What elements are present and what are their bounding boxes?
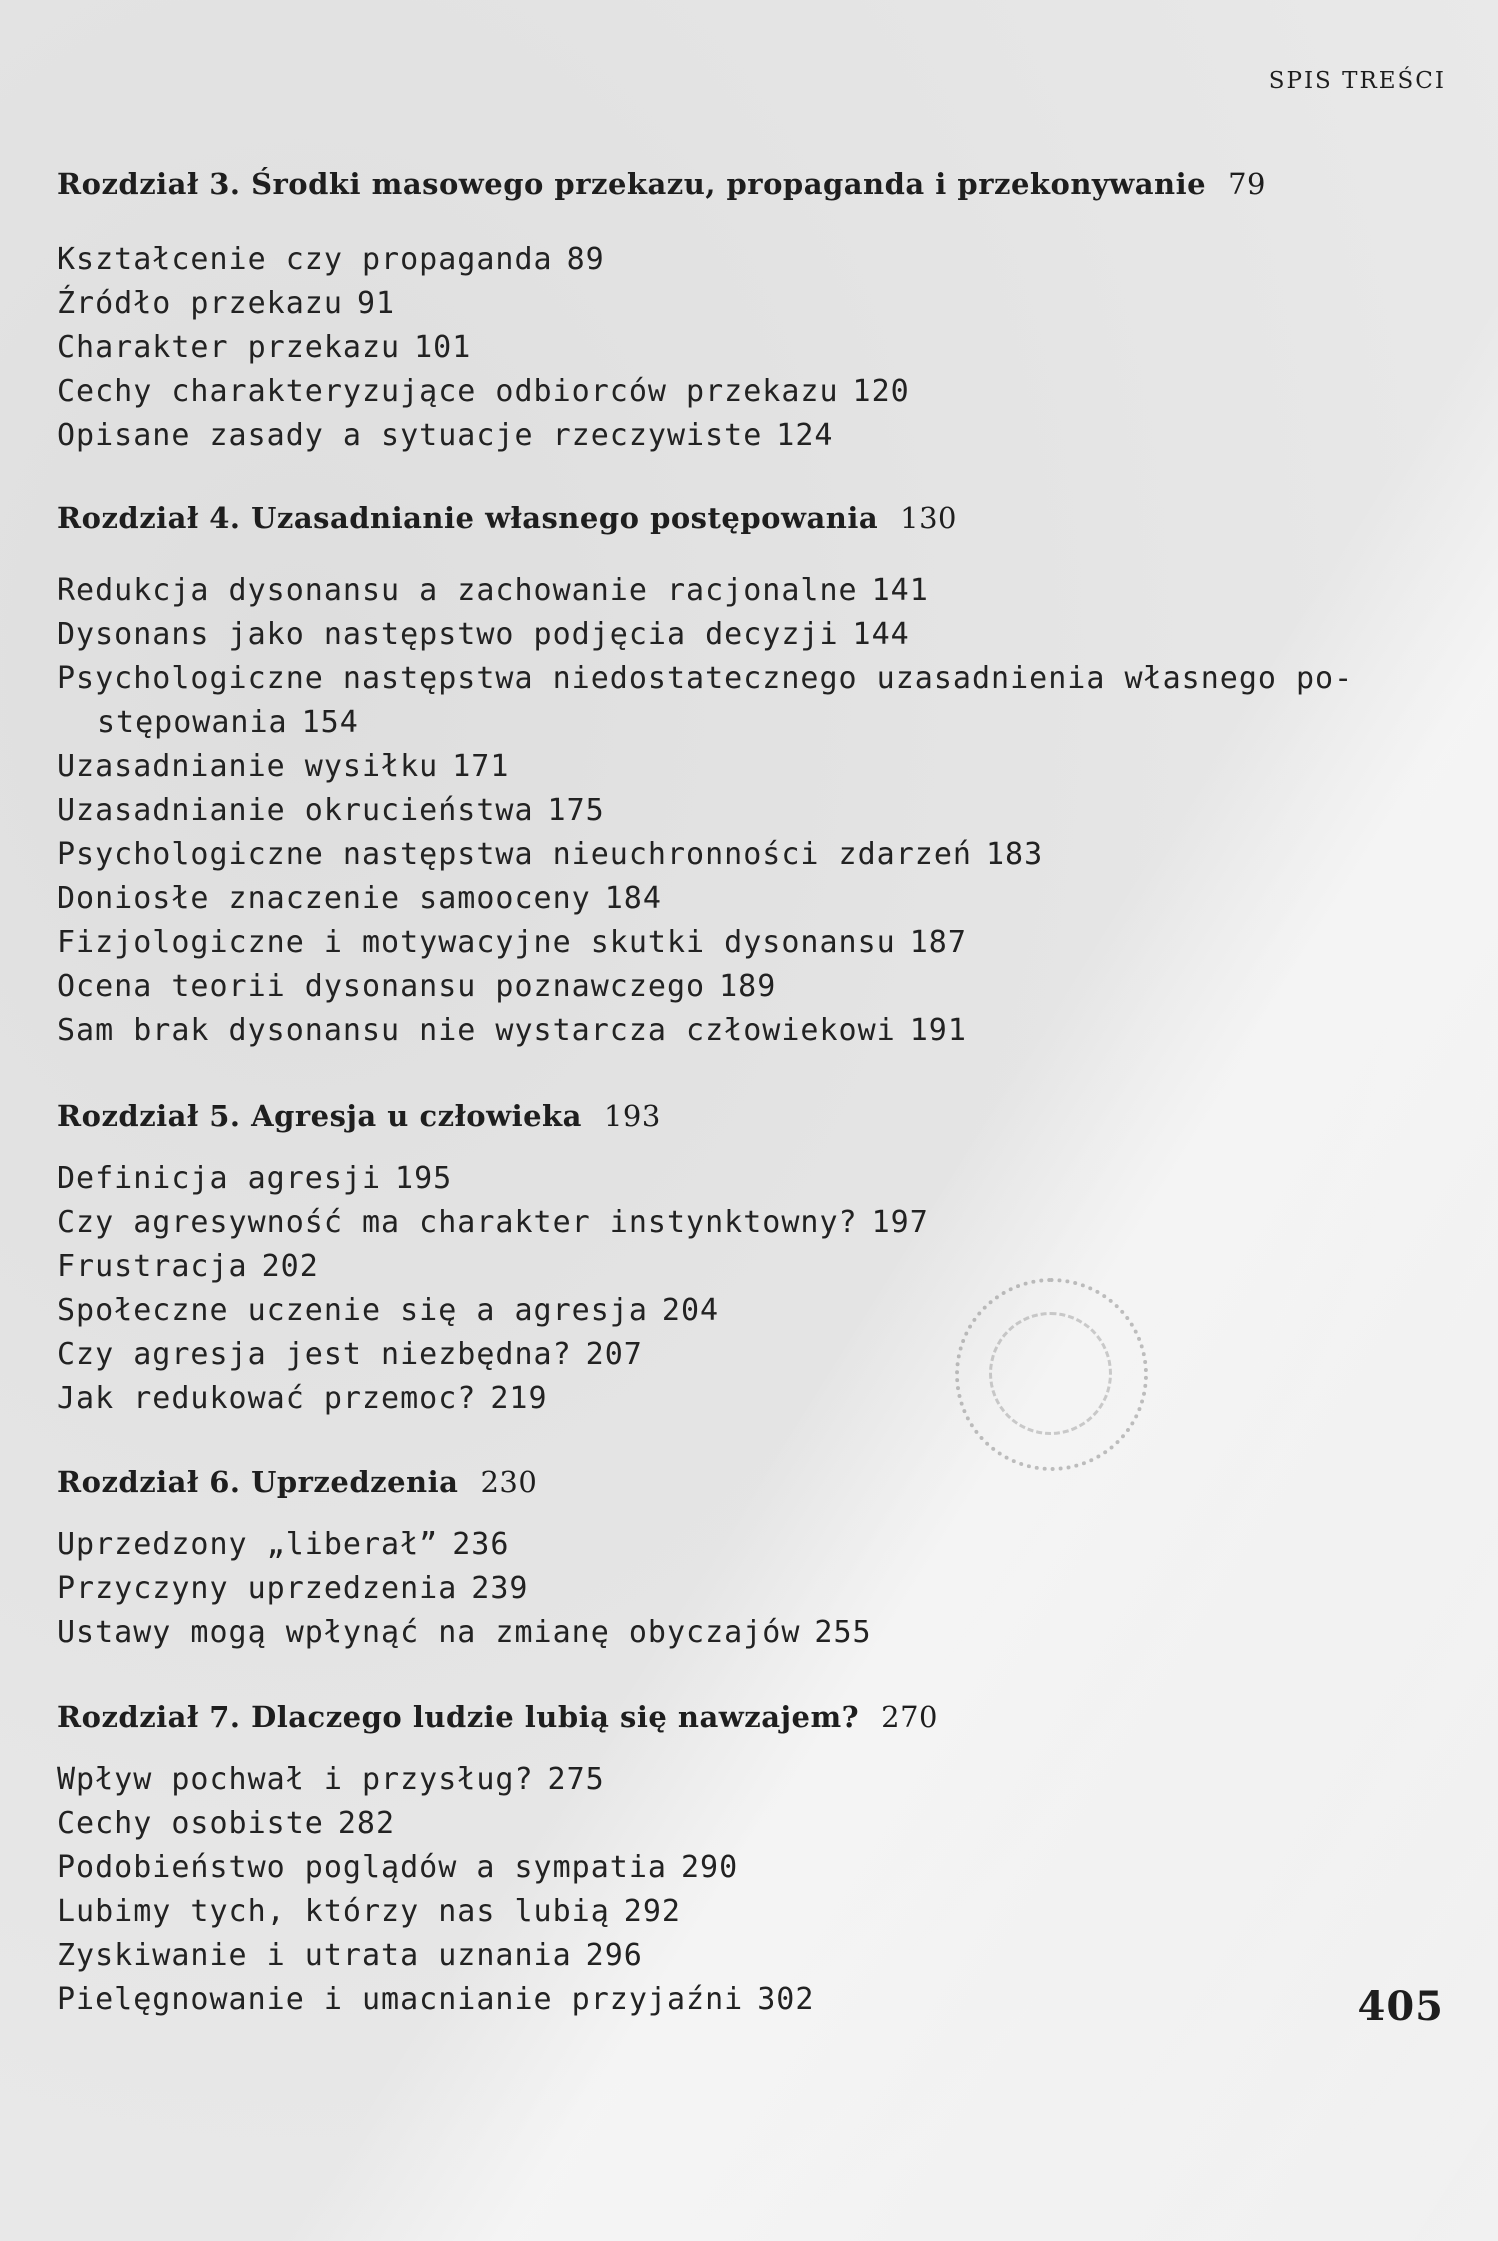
toc-entry: Dysonans jako następstwo podjęcia decyzji 144	[57, 617, 910, 652]
toc-entry: Ocena teorii dysonansu poznawczego 189	[57, 969, 777, 1004]
toc-entry: Źródło przekazu 91	[57, 286, 396, 321]
toc-entry-continuation: stępowania 154	[97, 705, 359, 740]
toc-entry: Uzasadnianie wysiłku 171	[57, 749, 510, 784]
toc-entry: Psychologiczne następstwa nieuchronności zdarzeń 183	[57, 837, 1044, 872]
chapter-heading: Rozdział 7. Dlaczego ludzie lubią się nawzajem? 270	[57, 1700, 938, 1734]
toc-entry: Psychologiczne następstwa niedostatecznego uzasadnienia własnego po-	[57, 661, 1354, 696]
toc-entry: Uzasadnianie okrucieństwa 175	[57, 793, 605, 828]
chapter-heading: Rozdział 5. Agresja u człowieka 193	[57, 1099, 661, 1133]
toc-entry: Zyskiwanie i utrata uznania 296	[57, 1938, 643, 1973]
toc-entry: Jak redukować przemoc? 219	[57, 1381, 548, 1416]
chapter-heading: Rozdział 4. Uzasadnianie własnego postępowania 130	[57, 501, 957, 535]
toc-entry: Cechy charakteryzujące odbiorców przekazu 120	[57, 374, 910, 409]
toc-entry: Przyczyny uprzedzenia 239	[57, 1571, 529, 1606]
toc-entry: Sam brak dysonansu nie wystarcza człowiekowi 191	[57, 1013, 967, 1048]
library-stamp	[955, 1278, 1148, 1471]
toc-entry: Doniosłe znaczenie samooceny 184	[57, 881, 662, 916]
toc-entry: Opisane zasady a sytuacje rzeczywiste 124	[57, 418, 834, 453]
toc-entry: Czy agresja jest niezbędna? 207	[57, 1337, 643, 1372]
toc-entry: Czy agresywność ma charakter instynktowny? 197	[57, 1205, 929, 1240]
running-head: SPIS TREŚCI	[1268, 68, 1446, 94]
page-number: 405	[1357, 1983, 1444, 2030]
toc-entry: Uprzedzony „liberał” 236	[57, 1527, 510, 1562]
toc-entry: Frustracja 202	[57, 1249, 319, 1284]
toc-entry: Kształcenie czy propaganda 89	[57, 242, 605, 277]
toc-entry: Ustawy mogą wpłynąć na zmianę obyczajów 255	[57, 1615, 872, 1650]
toc-entry: Redukcja dysonansu a zachowanie racjonalne 141	[57, 573, 929, 608]
toc-entry: Charakter przekazu 101	[57, 330, 472, 365]
toc-entry: Pielęgnowanie i umacnianie przyjaźni 302	[57, 1982, 815, 2017]
chapter-heading: Rozdział 6. Uprzedzenia 230	[57, 1465, 538, 1499]
toc-entry: Cechy osobiste 282	[57, 1806, 396, 1841]
toc-entry: Społeczne uczenie się a agresja 204	[57, 1293, 720, 1328]
toc-entry: Podobieństwo poglądów a sympatia 290	[57, 1850, 739, 1885]
toc-entry: Fizjologiczne i motywacyjne skutki dysonansu 187	[57, 925, 967, 960]
chapter-heading: Rozdział 3. Środki masowego przekazu, propaganda i przekonywanie 79	[57, 167, 1266, 201]
toc-entry: Definicja agresji 195	[57, 1161, 453, 1196]
toc-entry: Wpływ pochwał i przysług? 275	[57, 1762, 605, 1797]
toc-entry: Lubimy tych, którzy nas lubią 292	[57, 1894, 681, 1929]
